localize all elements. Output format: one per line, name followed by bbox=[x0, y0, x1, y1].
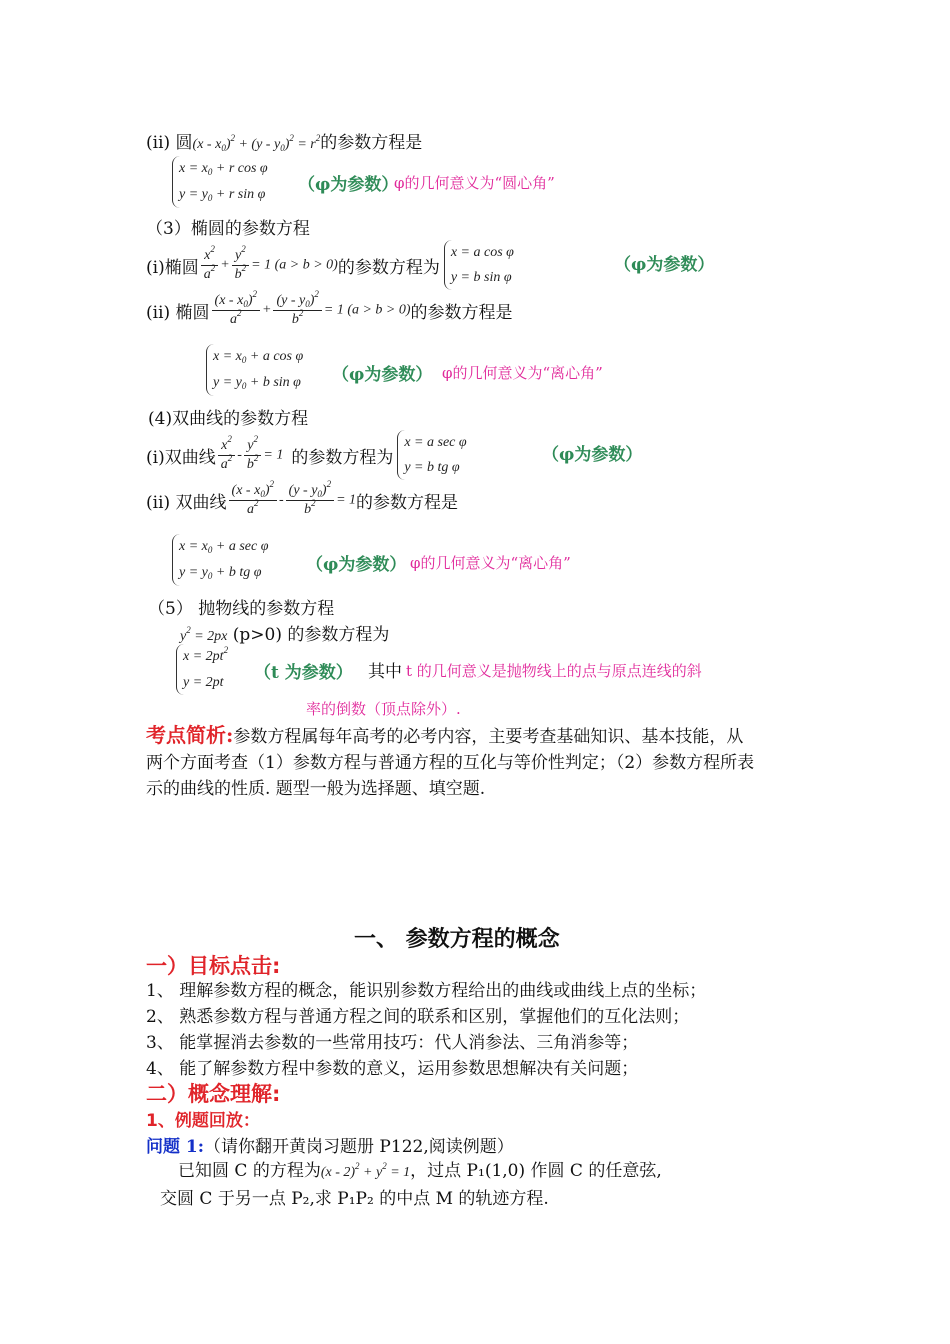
goal-item: 4、 能了解参数方程中参数的意义，运用参数思想解决有关问题； bbox=[146, 1059, 639, 1079]
hyperbola-i-equation: $\frac{x^2}{a^2}$ - $\frac{y^2}{b^2}$ = 1 bbox=[216, 437, 284, 474]
ellipse-i-line bbox=[146, 240, 514, 290]
question-1-line bbox=[146, 1132, 514, 1157]
ellipse-meaning: φ的几何意义为“离心角” bbox=[442, 364, 603, 382]
parabola-condition: (p>0) 的参数方程为 bbox=[232, 625, 390, 645]
section-title: 一、 参数方程的概念 bbox=[354, 926, 560, 952]
hyperbola-ii-line bbox=[146, 479, 459, 519]
section-5-heading: （5） 抛物线的参数方程 bbox=[148, 599, 335, 619]
parabola-param-note: （t 为参数） bbox=[254, 663, 353, 683]
circle-ii-suffix: 的参数方程是 bbox=[320, 133, 423, 153]
goal-item: 1、 理解参数方程的概念，能识别参数方程给出的曲线或曲线上点的坐标； bbox=[146, 981, 707, 1001]
ellipse-i-equation: $\frac{x^2}{a^2}$ + $\frac{y^2}{b^2}$ = 1 (a > b > 0) bbox=[199, 247, 338, 284]
hyperbola-i-system: x = a sec φ y = b tg φ bbox=[397, 430, 466, 480]
exam-summary bbox=[146, 722, 816, 802]
hyperbola-i-param-note: （φ为参数） bbox=[542, 445, 643, 465]
goal-item: 3、 能掌握消去参数的一些常用技巧：代人消参法、三角消参等； bbox=[146, 1033, 639, 1053]
hyperbola-ii-system: $x = x_0 + a$ sec φ $y = y_0 + b$ tg φ bbox=[172, 534, 268, 586]
goals-list bbox=[146, 978, 706, 1082]
question-1-label: 问题 1: bbox=[146, 1137, 205, 1157]
hyperbola-ii-suffix: 的参数方程是 bbox=[356, 493, 459, 513]
ellipse-ii-system: $x = x_0 + a$ cos φ $y = y_0 + b$ sin φ bbox=[206, 344, 303, 396]
hyperbola-meaning: φ的几何意义为“离心角” bbox=[410, 554, 571, 572]
summary-line-3: 示的曲线的性质. 题型一般为选择题、填空题. bbox=[146, 779, 486, 799]
ellipse-ii-line bbox=[146, 289, 513, 329]
ellipse-ii-suffix: 的参数方程是 bbox=[410, 303, 513, 323]
summary-line-2: 两个方面考查（1）参数方程与普通方程的互化与等价性判定；（2）参数方程所表 bbox=[146, 753, 755, 773]
circle-meaning: φ的几何意义为“圆心角” bbox=[394, 174, 555, 192]
section-4-heading: (4)双曲线的参数方程 bbox=[148, 409, 309, 429]
parabola-line bbox=[180, 620, 389, 645]
goal-item: 2、 熟悉参数方程与普通方程之间的联系和区别，掌握他们的互化法则； bbox=[146, 1007, 690, 1027]
concept-heading: 二）概念理解: bbox=[146, 1082, 281, 1106]
parabola-equation: $y^2 = 2px$ bbox=[180, 625, 228, 644]
hyperbola-ii-label: (ⅱ) 双曲线 bbox=[146, 493, 227, 513]
hyperbola-i-label: (ⅰ)双曲线 bbox=[146, 447, 216, 468]
circle-ii-line bbox=[146, 128, 422, 153]
ellipse-ii-label: (ⅱ) 椭圆 bbox=[146, 303, 210, 323]
summary-line-1: 参数方程属每年高考的必考内容，主要考查基础知识、基本技能，从 bbox=[233, 727, 744, 747]
ellipse-ii-equation: $\frac{(x - x_0)^2}{a^2}$ + $\frac{(y - y_0)^2}{b^2}$ = 1 (a > b > 0) bbox=[210, 292, 411, 329]
parabola-meaning-1: t 的几何意义是抛物线上的点与原点连线的斜 bbox=[406, 662, 702, 680]
example-review-heading: 1、例题回放： bbox=[146, 1111, 260, 1131]
ellipse-ii-param-note: （φ为参数） bbox=[332, 365, 433, 385]
ellipse-i-system: x = a cos φ y = b sin φ bbox=[444, 240, 514, 290]
circle-equation: $(x - x_0)^2 + (y - y_0)^2 = r^2$ bbox=[192, 133, 321, 153]
hyperbola-ii-equation: $\frac{(x - x_0)^2}{a^2}$ - $\frac{(y - y_0)^2}{b^2}$ = 1 bbox=[227, 482, 357, 519]
ellipse-i-suffix: 的参数方程为 bbox=[337, 257, 440, 278]
question-1-text-1a: 已知圆 C 的方程为 bbox=[178, 1161, 321, 1181]
hyperbola-i-suffix: 的参数方程为 bbox=[291, 447, 394, 468]
ellipse-i-param-note: （φ为参数） bbox=[614, 255, 715, 275]
goals-heading: 一）目标点击: bbox=[146, 954, 281, 978]
question-1-text-2: 交圆 C 于另一点 P₂,求 P₁P₂ 的中点 M 的轨迹方程. bbox=[160, 1189, 549, 1209]
circle-param-note: （φ为参数） bbox=[298, 175, 399, 195]
circle-system: $x = x_0 + r$ cos φ $y = y_0 + r$ sin φ bbox=[172, 156, 268, 208]
parabola-system: $x = 2pt^2$ y = 2pt bbox=[176, 644, 228, 695]
question-1-text-1 bbox=[178, 1156, 662, 1181]
ellipse-i-label: (ⅰ)椭圆 bbox=[146, 257, 199, 278]
section-3-heading: （3）椭圆的参数方程 bbox=[146, 219, 310, 239]
question-1-text-1b: ，过点 P₁(1,0) 作圆 C 的任意弦, bbox=[410, 1161, 662, 1181]
circle-c-equation: $(x - 2)^2 + y^2 = 1$ bbox=[320, 1161, 411, 1180]
parabola-where: 其中 bbox=[368, 662, 402, 682]
summary-label: 考点简析: bbox=[146, 723, 234, 747]
parabola-meaning-2: 率的倒数（顶点除外）. bbox=[306, 700, 461, 718]
question-1-note: （请你翻开黄岗习题册 P122,阅读例题） bbox=[204, 1137, 514, 1157]
hyperbola-ii-param-note: （φ为参数） bbox=[306, 555, 407, 575]
circle-ii-label: (ⅱ) 圆 bbox=[146, 133, 193, 153]
hyperbola-i-line bbox=[146, 430, 467, 480]
